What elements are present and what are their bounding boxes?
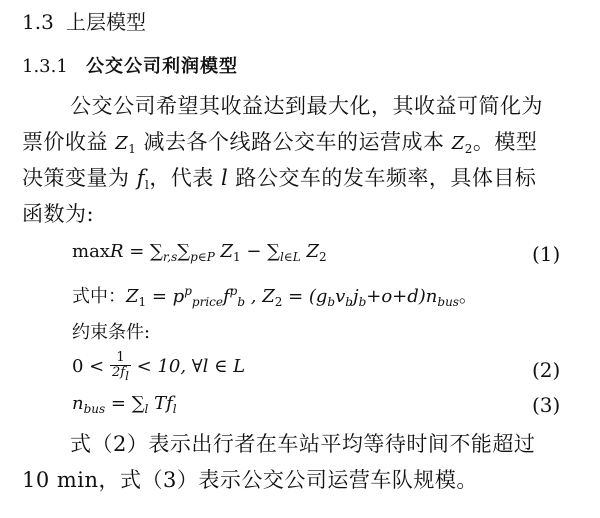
- equation-1-number: (1): [532, 242, 561, 266]
- constraints-label: 约束条件:: [72, 322, 151, 343]
- equation-2: 0 < $\frac{1}{2fl}$ < 10, ∀l ∈ L: [72, 350, 246, 383]
- subsection-heading: [22, 52, 238, 78]
- paragraph1-line3: 决策变量为 $f_l$，代表 l 路公交车的发车频率，具体目标: [22, 166, 537, 192]
- equation-1: $\max R = \sum_{r,s}\sum_{p\in P}$ $Z_1 - \sum_{l\in L}$ $Z_2$: [72, 241, 327, 264]
- fraction: $\frac{1}{2fl}$: [111, 350, 129, 383]
- paragraph2-line2: 10 min，式（3）表示公交公司运营车队规模。: [22, 468, 478, 492]
- paragraph1-line4: 函数为:: [22, 202, 95, 226]
- section-heading: [22, 6, 146, 35]
- equation-3: $n_{bus} = \sum_l$ $Tf_l$: [72, 393, 177, 416]
- paragraph1-line1: 公交公司希望其收益达到最大化，其收益可简化为: [70, 94, 543, 118]
- where-line: 式中：$Z_1 = p^p_{price}f^p_b$ , $Z_2 = (g_bv_bj_b+o+d)n_{bus}$。: [72, 284, 477, 309]
- equation-2-number: (2): [532, 358, 561, 382]
- subsection-number: 1.3.1: [22, 56, 68, 77]
- equation-3-number: (3): [532, 393, 561, 417]
- subsection-title: 公交公司利润模型: [86, 56, 238, 77]
- section-number: 1.3: [22, 10, 54, 34]
- paragraph1-line2: 票价收益 $Z_1$ 减去各个线路公交车的运营成本 $Z_2$。模型: [22, 130, 538, 156]
- section-title: 上层模型: [66, 10, 146, 34]
- paragraph2-line1: 式（2）表示出行者在车站平均等待时间不能超过: [70, 432, 536, 456]
